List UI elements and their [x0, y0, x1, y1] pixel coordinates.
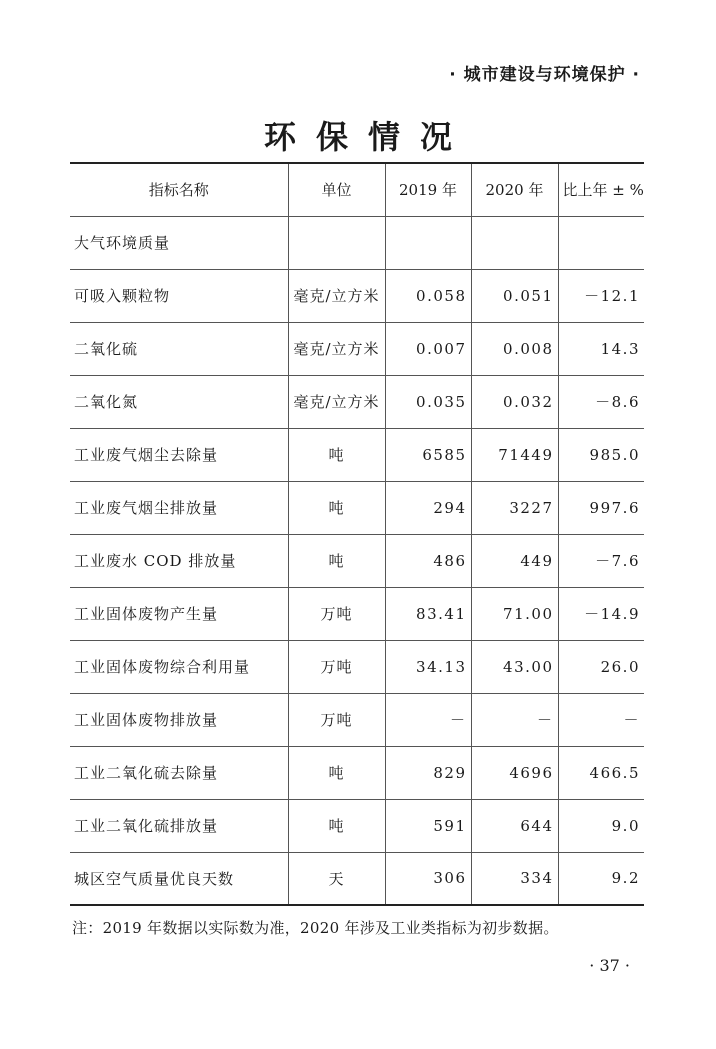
cell-unit: 吨 — [288, 428, 385, 481]
table-row — [70, 799, 644, 852]
table-row — [70, 693, 644, 746]
cell-indicator-name: 工业固体废物综合利用量 — [70, 640, 288, 693]
cell-value-2019: 0.035 — [385, 375, 471, 428]
cell-value-2019: 591 — [385, 799, 471, 852]
cell-change-percent — [558, 216, 644, 269]
cell-unit: 吨 — [288, 534, 385, 587]
cell-change-percent: 9.0 — [558, 799, 644, 852]
cell-indicator-name: 工业固体废物产生量 — [70, 587, 288, 640]
page-number: · 37 · — [589, 956, 630, 975]
cell-change-percent: 9.2 — [558, 852, 644, 905]
cell-change-percent: 14.3 — [558, 322, 644, 375]
column-header-indicator: 指标名称 — [70, 163, 288, 216]
cell-change-percent: －8.6 — [558, 375, 644, 428]
cell-value-2020 — [471, 216, 558, 269]
cell-value-2019: 83.41 — [385, 587, 471, 640]
cell-value-2019: 306 — [385, 852, 471, 905]
cell-value-2020: 0.008 — [471, 322, 558, 375]
cell-value-2020: 4696 — [471, 746, 558, 799]
cell-value-2019 — [385, 216, 471, 269]
column-header-2020: 2020 年 — [471, 163, 558, 216]
cell-value-2019: 294 — [385, 481, 471, 534]
table-row — [70, 587, 644, 640]
cell-unit: 吨 — [288, 746, 385, 799]
section-header: · 城市建设与环境保护 · — [449, 65, 640, 85]
cell-unit: 毫克/立方米 — [288, 322, 385, 375]
cell-change-percent: －7.6 — [558, 534, 644, 587]
cell-indicator-name: 工业废气烟尘去除量 — [70, 428, 288, 481]
column-header-2019: 2019 年 — [385, 163, 471, 216]
cell-value-2019: 486 — [385, 534, 471, 587]
cell-unit: 吨 — [288, 799, 385, 852]
cell-change-percent: 466.5 — [558, 746, 644, 799]
table-row — [70, 375, 644, 428]
cell-unit: 毫克/立方米 — [288, 269, 385, 322]
cell-value-2019: 829 — [385, 746, 471, 799]
statistics-table — [70, 162, 644, 906]
cell-value-2020: 3227 — [471, 481, 558, 534]
cell-value-2020: 43.00 — [471, 640, 558, 693]
cell-value-2019: 6585 — [385, 428, 471, 481]
cell-indicator-name: 工业二氧化硫去除量 — [70, 746, 288, 799]
table-row — [70, 640, 644, 693]
table-row — [70, 428, 644, 481]
cell-value-2020: 334 — [471, 852, 558, 905]
cell-change-percent: 985.0 — [558, 428, 644, 481]
cell-value-2019: 0.007 — [385, 322, 471, 375]
cell-value-2020: 644 — [471, 799, 558, 852]
cell-change-percent: 26.0 — [558, 640, 644, 693]
table-row — [70, 746, 644, 799]
cell-indicator-name: 工业废气烟尘排放量 — [70, 481, 288, 534]
table-body — [70, 216, 644, 905]
table-row — [70, 534, 644, 587]
cell-value-2020: 449 — [471, 534, 558, 587]
cell-unit: 天 — [288, 852, 385, 905]
cell-unit: 毫克/立方米 — [288, 375, 385, 428]
cell-change-percent: 997.6 — [558, 481, 644, 534]
cell-value-2020: 0.051 — [471, 269, 558, 322]
cell-indicator-name: 城区空气质量优良天数 — [70, 852, 288, 905]
cell-indicator-name: 工业废水 COD 排放量 — [70, 534, 288, 587]
column-header-unit: 单位 — [288, 163, 385, 216]
table-header — [70, 163, 644, 216]
cell-value-2020: 71449 — [471, 428, 558, 481]
cell-value-2019: 34.13 — [385, 640, 471, 693]
table-row — [70, 852, 644, 905]
cell-unit: 万吨 — [288, 587, 385, 640]
cell-indicator-name: 二氧化氮 — [70, 375, 288, 428]
table-note: 注：2019 年数据以实际数为准，2020 年涉及工业类指标为初步数据。 — [72, 919, 559, 937]
column-header-change: 比上年 ± % — [558, 163, 644, 216]
table-row — [70, 481, 644, 534]
cell-indicator-name: 二氧化硫 — [70, 322, 288, 375]
cell-indicator-name: 可吸入颗粒物 — [70, 269, 288, 322]
header-row — [70, 163, 644, 216]
cell-unit — [288, 216, 385, 269]
cell-value-2020: 0.032 — [471, 375, 558, 428]
cell-value-2020: 71.00 — [471, 587, 558, 640]
cell-unit: 万吨 — [288, 640, 385, 693]
cell-change-percent: －12.1 — [558, 269, 644, 322]
cell-value-2020: － — [471, 693, 558, 746]
cell-value-2019: 0.058 — [385, 269, 471, 322]
page-title: 环保情况 — [263, 118, 472, 156]
table-row — [70, 269, 644, 322]
cell-unit: 吨 — [288, 481, 385, 534]
cell-indicator-name: 大气环境质量 — [70, 216, 288, 269]
table-row — [70, 216, 644, 269]
table-row — [70, 322, 644, 375]
cell-unit: 万吨 — [288, 693, 385, 746]
cell-change-percent: － — [558, 693, 644, 746]
cell-indicator-name: 工业二氧化硫排放量 — [70, 799, 288, 852]
cell-value-2019: － — [385, 693, 471, 746]
cell-change-percent: －14.9 — [558, 587, 644, 640]
cell-indicator-name: 工业固体废物排放量 — [70, 693, 288, 746]
